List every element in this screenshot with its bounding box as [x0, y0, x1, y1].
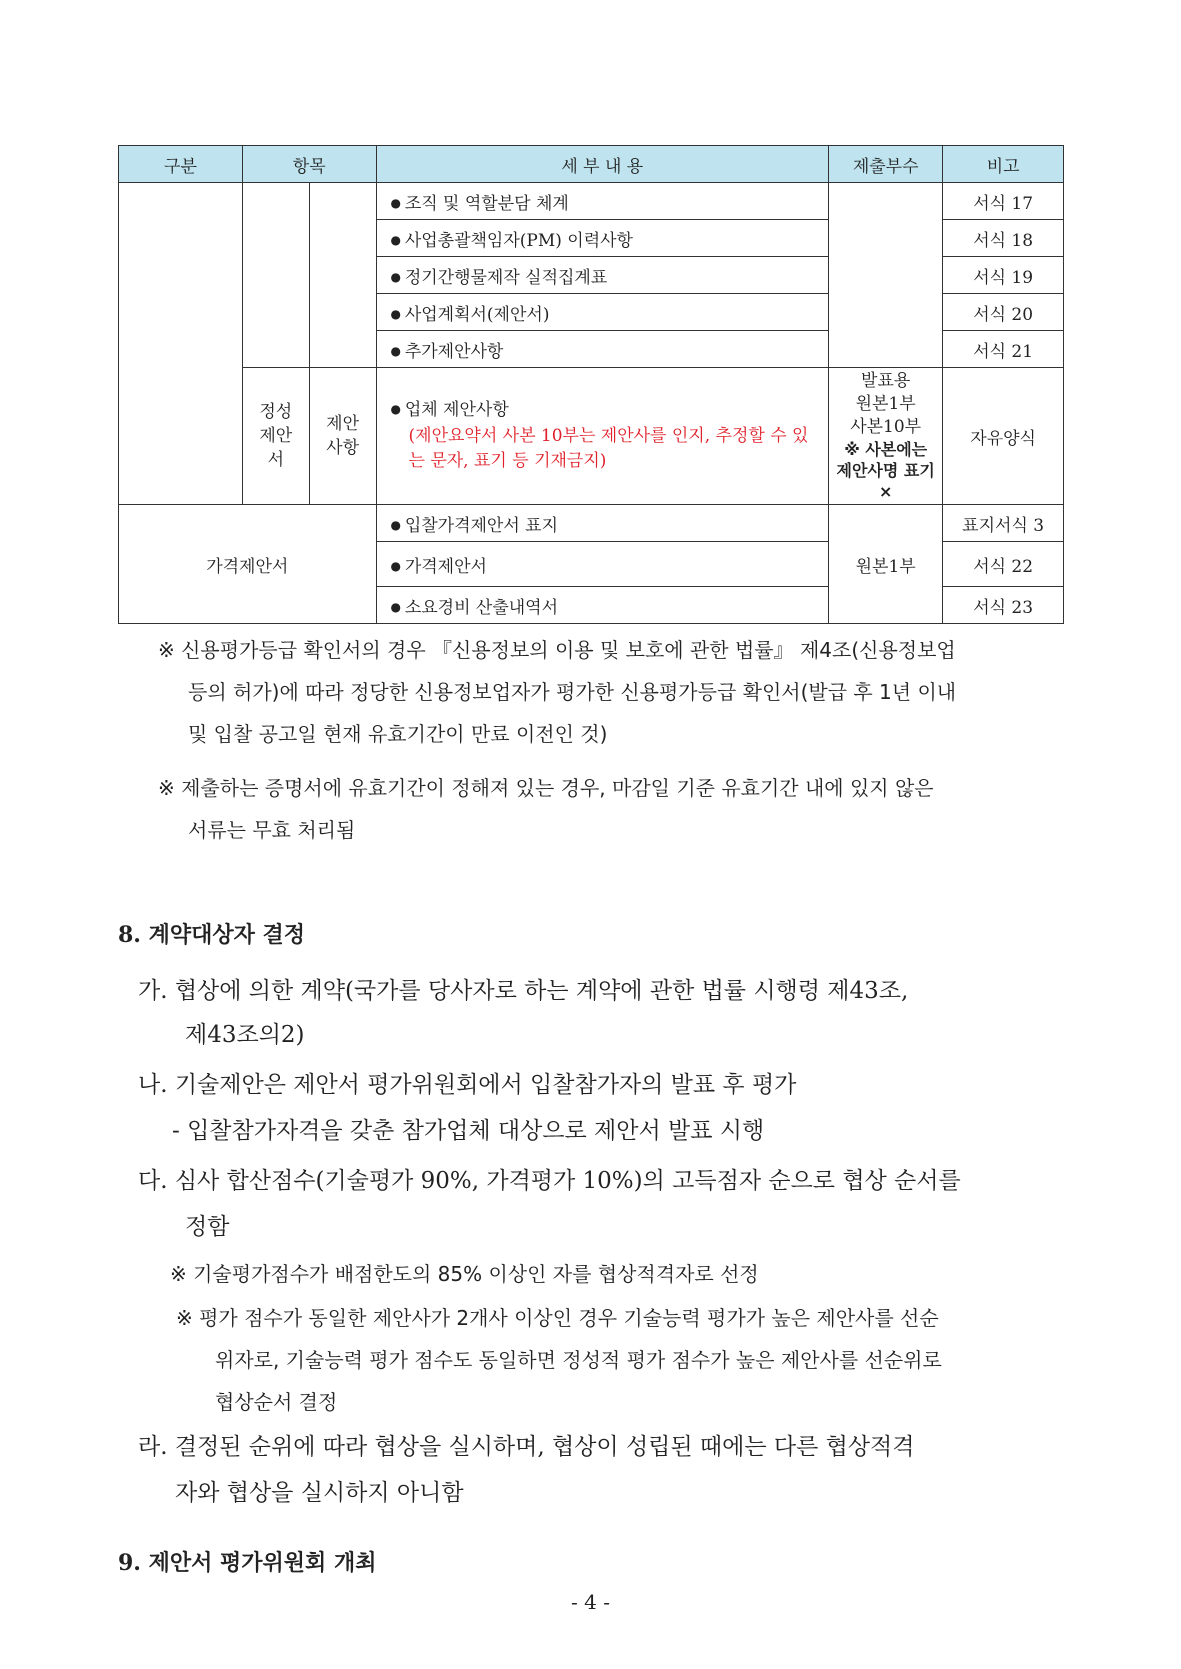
copies-warning: ※ 사본에는 제안사명 표기×	[836, 440, 935, 501]
credit-note-line: 및 입찰 공고일 현재 유효기간이 만료 이전인 것)	[188, 722, 608, 746]
qualitative-warning: (제안요약서 사본 10부는 제안사를 인지, 추정할 수 있는 문자, 표기 등 기재금지)	[408, 426, 809, 471]
validity-note-line: ※ 제출하는 증명서에 유효기간이 정해져 있는 경우, 마감일 기준 유효기간 내에 있지 않은	[158, 776, 934, 800]
qualitative-detail-cell	[376, 368, 829, 505]
copies-line: 사본10부	[850, 417, 922, 437]
subitem-cell	[309, 183, 376, 368]
clause-ra-cont: 자와 협상을 실시하지 아니함	[175, 1480, 464, 1506]
note-cell: 서식 18	[943, 220, 1064, 257]
header-detail: 세 부 내 용	[376, 146, 829, 183]
copies-line: 발표용	[861, 371, 911, 391]
note-cell: 서식 22	[943, 542, 1064, 587]
qualitative-note-cell: 자유양식	[943, 368, 1064, 505]
table-row	[119, 183, 1064, 220]
copies-cell	[829, 183, 943, 368]
detail-cell: ● 가격제안서	[376, 542, 829, 587]
price-category-cell: 가격제안서	[119, 505, 377, 624]
note-cell: 서식 20	[943, 294, 1064, 331]
clause-ga-cont: 제43조의2)	[185, 1022, 305, 1048]
qualitative-copies-cell	[829, 368, 943, 505]
detail-cell: ● 추가제안사항	[376, 331, 829, 368]
qualitative-category-cell: 정성 제안 서	[242, 368, 309, 505]
section-8-title: 8. 계약대상자 결정	[118, 922, 306, 948]
credit-note-line: ※ 신용평가등급 확인서의 경우 『신용정보의 이용 및 보호에 관한 법률』 제4조(신용정보업	[158, 638, 956, 662]
clause-da-note: ※ 기술평가점수가 배점한도의 85% 이상인 자를 협상적격자로 선정	[170, 1262, 759, 1286]
header-copies: 제출부수	[829, 146, 943, 183]
detail-cell: ● 입찰가격제안서 표지	[376, 505, 829, 542]
note-cell: 서식 21	[943, 331, 1064, 368]
clause-na: 나. 기술제안은 제안서 평가위원회에서 입찰참가자의 발표 후 평가	[138, 1072, 797, 1098]
header-item: 항목	[242, 146, 376, 183]
clause-na-sub: - 입찰참가자격을 갖춘 참가업체 대상으로 제안서 발표 시행	[172, 1118, 765, 1144]
qualitative-item: ● 업체 제안사항	[391, 398, 823, 424]
table-row	[119, 505, 1064, 542]
validity-note-line: 서류는 무효 처리됨	[188, 818, 356, 842]
clause-da-note: 위자로, 기술능력 평가 점수도 동일하면 정성적 평가 점수가 높은 제안사를 선순위로	[215, 1348, 942, 1372]
note-cell: 서식 17	[943, 183, 1064, 220]
header-category: 구분	[119, 146, 243, 183]
clause-ga: 가. 협상에 의한 계약(국가를 당사자로 하는 계약에 관한 법률 시행령 제43조,	[138, 978, 909, 1004]
credit-note-line: 등의 허가)에 따라 정당한 신용정보업자가 평가한 신용평가등급 확인서(발급 후 1년 이내	[188, 680, 957, 704]
table-row	[119, 368, 1064, 505]
clause-da: 다. 심사 합산점수(기술평가 90%, 가격평가 10%)의 고득점자 순으로 협상 순서를	[138, 1168, 961, 1194]
item-cell	[242, 183, 309, 368]
detail-cell: ● 사업총괄책임자(PM) 이력사항	[376, 220, 829, 257]
qualitative-subitem-cell: 제안 사항	[309, 368, 376, 505]
detail-cell: ● 소요경비 산출내역서	[376, 587, 829, 624]
category-cell	[119, 183, 243, 505]
detail-cell: ● 정기간행물제작 실적집계표	[376, 257, 829, 294]
note-cell: 서식 19	[943, 257, 1064, 294]
note-cell: 표지서식 3	[943, 505, 1064, 542]
submission-table	[118, 145, 1064, 624]
clause-da-cont: 정함	[185, 1214, 230, 1240]
detail-cell: ● 사업계획서(제안서)	[376, 294, 829, 331]
section-9-title: 9. 제안서 평가위원회 개최	[118, 1550, 377, 1576]
note-cell: 서식 23	[943, 587, 1064, 624]
price-copies-cell: 원본1부	[829, 505, 943, 624]
header-note: 비고	[943, 146, 1064, 183]
clause-ra: 라. 결정된 순위에 따라 협상을 실시하며, 협상이 성립된 때에는 다른 협상적격	[138, 1434, 915, 1460]
detail-cell: ● 조직 및 역할분담 체계	[376, 183, 829, 220]
clause-da-note: 협상순서 결정	[215, 1390, 338, 1414]
copies-line: 원본1부	[855, 394, 916, 414]
page-number: - 4 -	[571, 1590, 610, 1614]
clause-da-note: ※ 평가 점수가 동일한 제안사가 2개사 이상인 경우 기술능력 평가가 높은 제안사를 선순	[176, 1306, 939, 1330]
